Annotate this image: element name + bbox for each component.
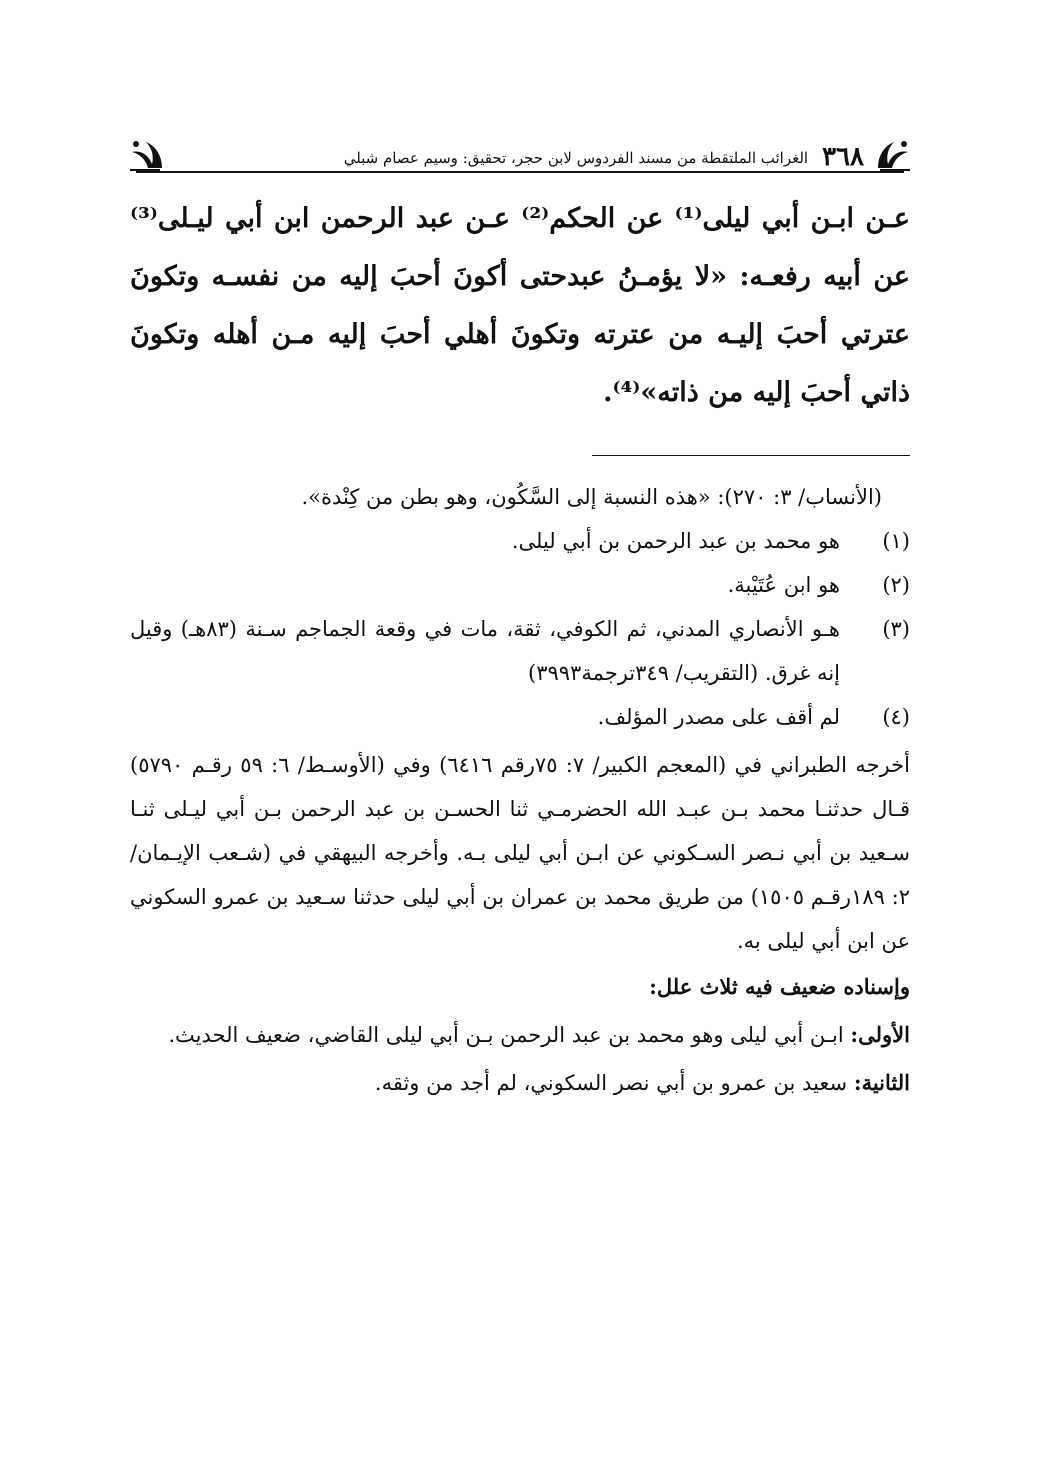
page-number: ٣٦٨ — [822, 142, 864, 172]
footnote-text: هو ابن عُتَيْبة. — [727, 573, 840, 597]
footnote-item — [130, 519, 910, 563]
running-header — [128, 128, 912, 172]
main-text — [130, 190, 910, 422]
footnote-item — [130, 695, 910, 739]
isnad-heading: وإسناده ضعيف فيه ثلاث علل: — [649, 974, 910, 999]
footnote-item — [130, 607, 910, 695]
footnote-text: هو محمد بن عبد الرحمن بن أبي ليلى. — [511, 529, 840, 553]
footnote-number: (٢) — [882, 573, 910, 597]
footnote-number: (١) — [882, 529, 910, 553]
running-title: الغرائب الملتقطة من مسند الفردوس لابن حجر، تحقيق: وسيم عصام شبلي — [343, 149, 809, 167]
footnote-number: (٤) — [882, 705, 910, 729]
second-defect-text: سعيد بن عمرو بن أبي نصر السكوني، لم أجد من وثقه. — [374, 1071, 854, 1095]
footnote-text: لم أقف على مصدر المؤلف. — [597, 705, 840, 729]
second-defect — [130, 1061, 910, 1105]
first-defect-label: الأولى: — [850, 1022, 910, 1047]
first-defect — [130, 1013, 910, 1057]
second-defect-label: الثانية: — [853, 1070, 910, 1095]
footnote-text: هـو الأنصاري المدني، ثم الكوفي، ثقة، مات في وقعة الجماجم سـنة (٨٣هـ) وقيل إنه غرق. (التقريب/ ٣٤٩ترجمة٣٩٩٣) — [130, 617, 841, 685]
header-rule — [136, 171, 904, 173]
footnote-number: (٣) — [882, 617, 910, 641]
takhrij-paragraph: أخرجه الطبراني في (المعجم الكبير/ ٧: ٧٥رقم ٦٤١٦) وفي (الأوسـط/ ٦: ٥٩ رقـم ٥٧٩٠) قـال حدثنـا محمد بـن عبـد الله الحضرمـي ثنا الحسـن بن عبد الرحمن بـن أبي ليـلى ثنـا سـعيد بن أبي نـصر السـكوني عن ابـن أبي ليلى بـه. وأخرجه البيهقي في (شـعب الإيـمان/ ٢: ١٨٩رقـم ١٥٠٥) من طريق محمد بن عمران بن أبي ليلى حدثنا سـعيد بن عمرو السكوني عن ابن أبي ليلى به. — [130, 753, 910, 953]
ornament-left-icon — [128, 136, 166, 172]
footnotes — [130, 475, 910, 1105]
ornament-right-icon — [874, 136, 912, 172]
first-defect-text: ابـن أبي ليلى وهو محمد بن عبد الرحمن بـن أبي ليلى القاضي، ضعيف الحديث. — [168, 1023, 851, 1047]
footnote-continuation: (الأنساب/ ٣: ٢٧٠): «هذه النسبة إلى السَّكُون، وهو بطن من كِنْدة». — [301, 485, 882, 509]
hadith-paragraph: عـن ابـن أبي ليلى⁽¹⁾ عن الحكم⁽²⁾ عـن عبد الرحمن ابن أبي ليـلى⁽³⁾ عن أبيه رفعـه: «لا يؤمـنُ عبدحتى أكونَ أحبَ إليه من نفسـه وتكونَ عترتي أحبَ إليـه من عترته وتكونَ أهلي أحبَ إليه مـن أهله وتكونَ ذاتي أحبَ إليه من ذاته»⁽⁴⁾. — [130, 203, 910, 408]
footnote-item — [130, 563, 910, 607]
footnote-divider — [592, 455, 910, 456]
